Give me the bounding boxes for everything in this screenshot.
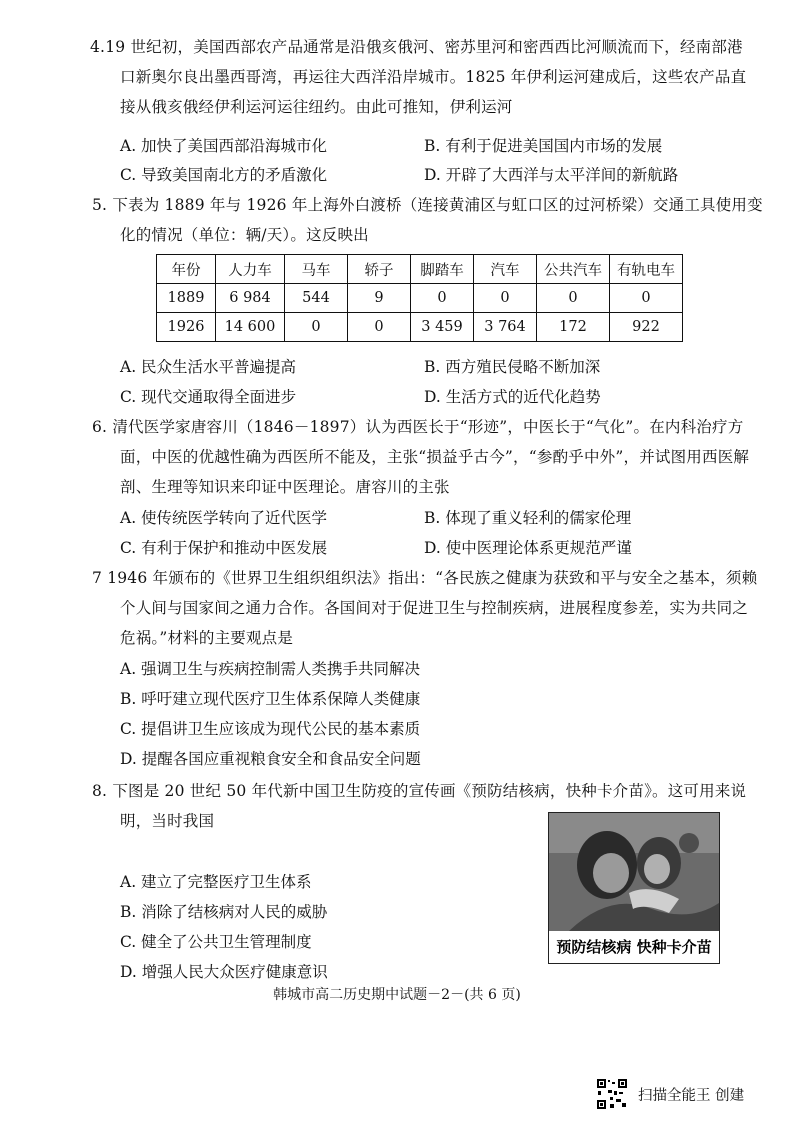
table-cell: 9 — [348, 284, 411, 313]
table-cell: 922 — [610, 313, 683, 342]
question-7-line-3: 危祸。”材料的主要观点是 — [120, 629, 294, 647]
table-cell: 0 — [285, 313, 348, 342]
question-4-option-d: D. 开辟了大西洋与太平洋间的新航路 — [424, 166, 679, 184]
question-6-line-3: 剖、生理等知识来印证中医理论。唐容川的主张 — [120, 478, 450, 496]
table-header-cell: 轿子 — [348, 255, 411, 284]
question-4-option-a: A. 加快了美国西部沿海城市化 — [120, 137, 328, 155]
table-header-cell: 马车 — [285, 255, 348, 284]
table-cell: 0 — [411, 284, 474, 313]
table-header-cell: 公共汽车 — [537, 255, 610, 284]
bcg-vaccine-poster — [548, 812, 720, 964]
table-cell: 0 — [537, 284, 610, 313]
table-cell: 544 — [285, 284, 348, 313]
question-7-option-a: A. 强调卫生与疾病控制需人类携手共同解决 — [120, 660, 421, 678]
question-8-option-b: B. 消除了结核病对人民的威胁 — [120, 903, 328, 921]
table-cell: 14 600 — [216, 313, 285, 342]
table-header-cell: 人力车 — [216, 255, 285, 284]
table-header-cell: 年份 — [157, 255, 216, 284]
table-header-row — [157, 255, 683, 284]
question-6-line-1: 6. 清代医学家唐容川（1846－1897）认为西医长于“形迹”，中医长于“气化”。在内科治疗方 — [92, 418, 744, 436]
table-header-cell: 汽车 — [474, 255, 537, 284]
question-7-option-b: B. 呼吁建立现代医疗卫生体系保障人类健康 — [120, 690, 421, 708]
poster-caption: 预防结核病 快种卡介苗 — [549, 931, 719, 963]
question-6-option-c: C. 有利于保护和推动中医发展 — [120, 539, 328, 557]
question-5-option-c: C. 现代交通取得全面进步 — [120, 388, 297, 406]
scanner-label: 扫描全能王 创建 — [638, 1087, 745, 1104]
table-header-cell: 脚踏车 — [411, 255, 474, 284]
table-cell: 0 — [348, 313, 411, 342]
question-6-line-2: 面，中医的优越性确为西医所不能及，主张“损益乎古今”，“参酌乎中外”，并试图用西医解 — [120, 448, 750, 466]
table-cell: 6 984 — [216, 284, 285, 313]
question-8-line-1: 8. 下图是 20 世纪 50 年代新中国卫生防疫的宣传画《预防结核病，快种卡介苗》。这可用来说 — [92, 782, 747, 800]
question-8-option-c: C. 健全了公共卫生管理制度 — [120, 933, 312, 951]
qr-code-icon — [596, 1078, 628, 1110]
question-4-option-c: C. 导致美国南北方的矛盾激化 — [120, 166, 328, 184]
question-7-option-c: C. 提倡讲卫生应该成为现代公民的基本素质 — [120, 720, 421, 738]
question-7-line-2: 个人间与国家间之通力合作。各国间对于促进卫生与控制疾病，进展程度参差，实为共同之 — [120, 599, 749, 617]
question-4-option-b: B. 有利于促进美国国内市场的发展 — [424, 137, 663, 155]
table-header-cell: 有轨电车 — [610, 255, 683, 284]
scanner-watermark — [596, 1078, 744, 1110]
table-cell: 3 459 — [411, 313, 474, 342]
question-8-option-d: D. 增强人民大众医疗健康意识 — [120, 963, 328, 981]
page-footer: 韩城市高二历史期中试题－2－(共 6 页) — [273, 987, 521, 1003]
table-cell: 3 764 — [474, 313, 537, 342]
question-5-line-1: 5. 下表为 1889 年与 1926 年上海外白渡桥（连接黄浦区与虹口区的过河桥梁）交通工具使用变 — [92, 196, 763, 214]
question-4-line-3: 接从俄亥俄经伊利运河运往纽约。由此可推知，伊利运河 — [120, 98, 513, 116]
question-6-option-b: B. 体现了重义轻利的儒家伦理 — [424, 509, 632, 527]
question-6-option-a: A. 使传统医学转向了近代医学 — [120, 509, 328, 527]
table-cell: 172 — [537, 313, 610, 342]
question-5-option-d: D. 生活方式的近代化趋势 — [424, 388, 601, 406]
question-5-option-a: A. 民众生活水平普遍提高 — [120, 358, 297, 376]
question-7 — [92, 563, 758, 653]
table-cell: 0 — [610, 284, 683, 313]
question-8-line-2: 明，当时我国 — [120, 812, 215, 830]
table-cell: 1889 — [157, 284, 216, 313]
question-6 — [92, 412, 750, 502]
question-8-option-a: A. 建立了完整医疗卫生体系 — [120, 873, 312, 891]
traffic-table — [156, 254, 683, 342]
question-6-option-d: D. 使中医理论体系更规范严谨 — [424, 539, 632, 557]
table-cell: 1926 — [157, 313, 216, 342]
question-7-line-1: 7 1946 年颁布的《世界卫生组织组织法》指出：“各民族之健康为获致和平与安全之基本，须赖 — [92, 569, 758, 587]
table-row — [157, 313, 683, 342]
question-7-option-d: D. 提醒各国应重视粮食安全和食品安全问题 — [120, 750, 421, 768]
question-5-option-b: B. 西方殖民侵略不断加深 — [424, 358, 601, 376]
question-5 — [92, 190, 763, 250]
question-4-line-1: 4.19 世纪初，美国西部农产品通常是沿俄亥俄河、密苏里河和密西西比河顺流而下，经南部港 — [90, 38, 743, 56]
poster-illustration — [549, 813, 719, 931]
table-cell: 0 — [474, 284, 537, 313]
question-5-line-2: 化的情况（单位：辆/天）。这反映出 — [120, 226, 369, 244]
question-4 — [90, 32, 747, 122]
question-4-line-2: 口新奥尔良出墨西哥湾，再运往大西洋沿岸城市。1825 年伊利运河建成后，这些农产品直 — [120, 68, 747, 86]
table-row — [157, 284, 683, 313]
